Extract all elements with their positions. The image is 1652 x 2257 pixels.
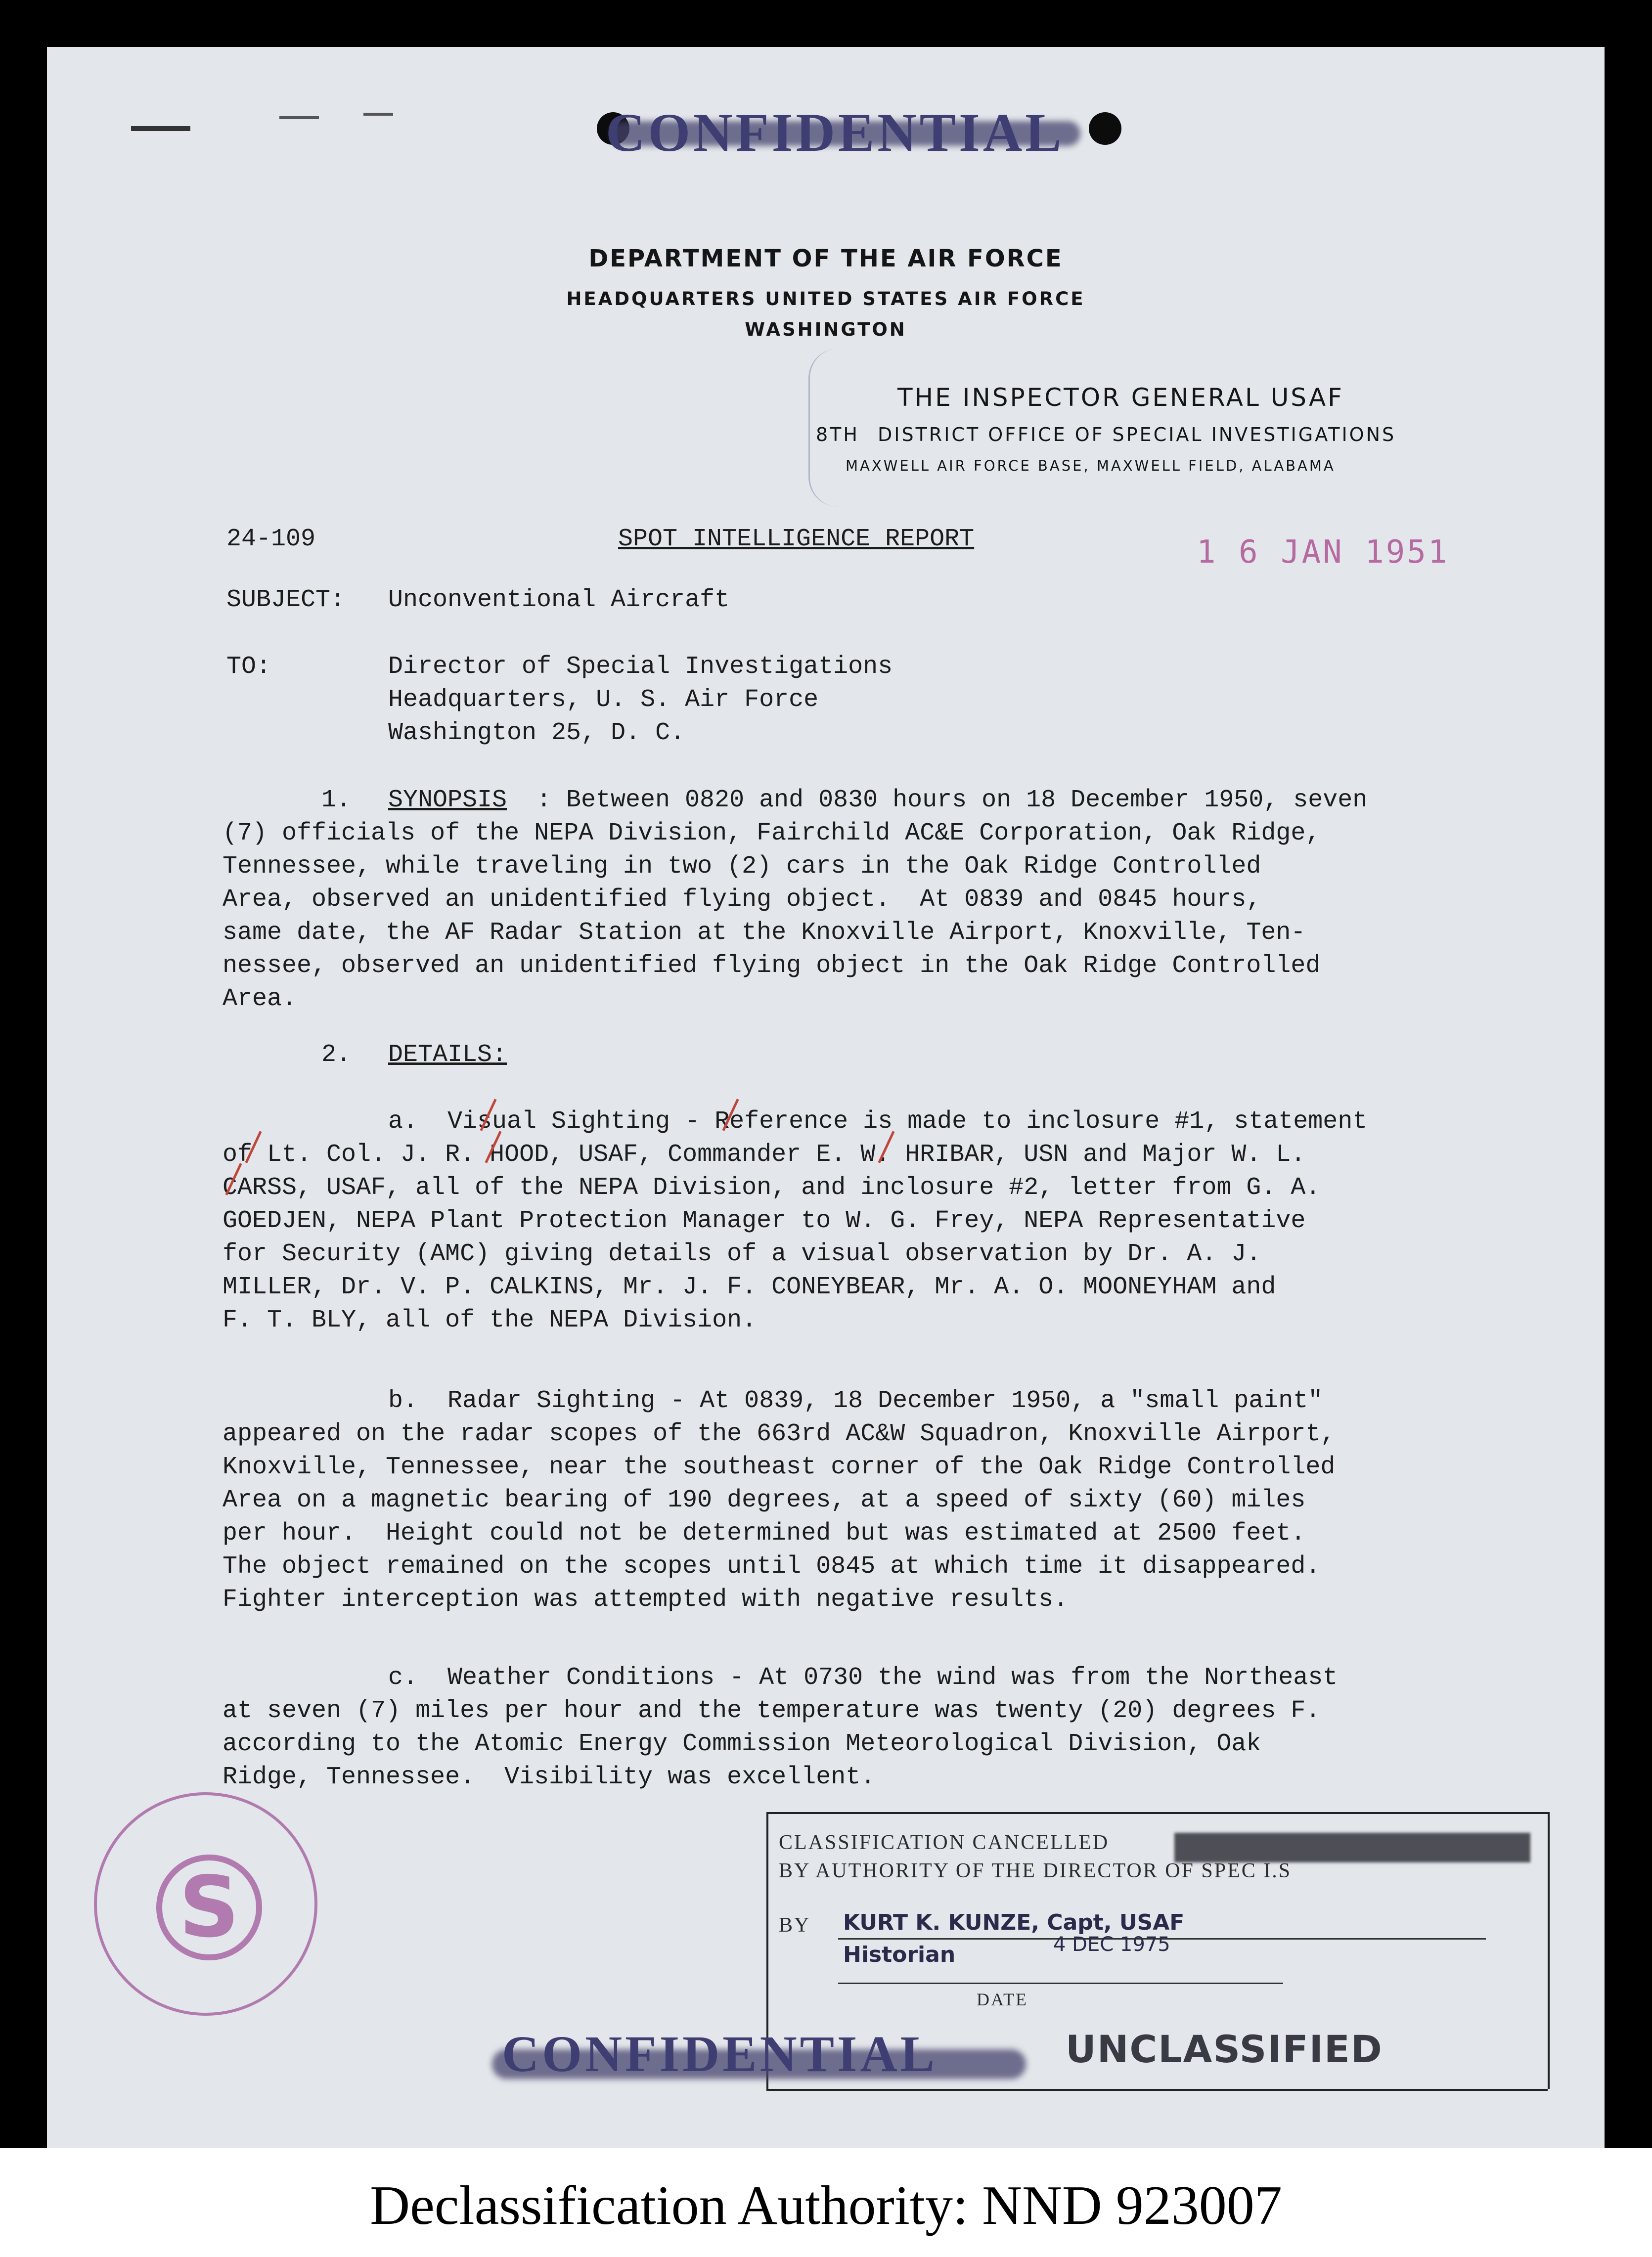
declass-signer: KURT K. KUNZE, Capt, USAF [843, 1910, 1185, 1935]
para2b-line: Fighter interception was attempted with negative results. [223, 1586, 1069, 1614]
para2b-first-line: b. Radar Sighting - At 0839, 18 December 1950, a "small paint" [388, 1387, 1323, 1415]
to-line: Washington 25, D. C. [388, 719, 685, 747]
declass-box-bottom-border [766, 2089, 1548, 2091]
para2-number: 2. [321, 1041, 352, 1069]
para1-line: Area, observed an unidentified flying object. At 0839 and 0845 hours, [223, 885, 1261, 914]
declassification-authority: Declassification Authority: NND 923007 [370, 2175, 1282, 2236]
para2-heading: DETAILS: [388, 1041, 507, 1069]
para1-line: Area. [223, 985, 297, 1013]
para1-number: 1. [321, 786, 352, 814]
para2a-line: F. T. BLY, all of the NEPA Division. [223, 1306, 757, 1334]
stray-mark [363, 113, 393, 116]
para1-line: (7) officials of the NEPA Division, Fairchild AC&E Corporation, Oak Ridge, [223, 819, 1321, 847]
para1-first-line: : Between 0820 and 0830 hours on 18 December 1950, seven [536, 786, 1368, 814]
header-line2: HEADQUARTERS UNITED STATES AIR FORCE [566, 288, 1085, 310]
date-line [838, 1983, 1283, 1984]
declass-date: 4 DEC 1975 [1053, 1933, 1170, 1956]
subject-text: Unconventional Aircraft [388, 586, 730, 614]
file-number: 24-109 [226, 525, 316, 553]
header-line3: WASHINGTON [745, 319, 907, 340]
document-page [47, 47, 1605, 2151]
stray-mark [131, 126, 190, 131]
declass-box-right-border [1548, 1812, 1550, 2089]
declass-box-top-border [766, 1812, 1548, 1814]
office-line3: MAXWELL AIR FORCE BASE, MAXWELL FIELD, ALABAMA [846, 457, 1336, 474]
classification-bottom: CONFIDENTIAL [502, 2026, 938, 2082]
classification-top: CONFIDENTIAL [606, 102, 1065, 163]
para2a-line: of Lt. Col. J. R. HOOD, USAF, Commander E. W. HRIBAR, USN and Major W. L. [223, 1141, 1306, 1169]
para2a-line: GOEDJEN, NEPA Plant Protection Manager to W. G. Frey, NEPA Representative [223, 1207, 1306, 1235]
para2b-line: Knoxville, Tennessee, near the southeast corner of the Oak Ridge Controlled [223, 1453, 1336, 1481]
to-line: Headquarters, U. S. Air Force [388, 686, 819, 714]
stamp-smudge [1174, 1833, 1530, 1862]
para1-line: nessee, observed an unidentified flying object in the Oak Ridge Controlled [223, 952, 1321, 980]
s-stamp-letter: S [179, 1859, 240, 1956]
para2b-line: The object remained on the scopes until 0845 at which time it disappeared. [223, 1552, 1321, 1581]
para2a-line: MILLER, Dr. V. P. CALKINS, Mr. J. F. CONEYBEAR, Mr. A. O. MOONEYHAM and [223, 1273, 1276, 1301]
to-label: TO: [226, 653, 271, 681]
punch-hole-right [1089, 112, 1121, 145]
report-title: SPOT INTELLIGENCE REPORT [618, 525, 975, 553]
office-line1: THE INSPECTOR GENERAL USAF [897, 383, 1344, 412]
para2a-line: for Security (AMC) giving details of a visual observation by Dr. A. J. [223, 1240, 1261, 1268]
para2c-line: according to the Atomic Energy Commission Meteorological Division, Oak [223, 1730, 1261, 1758]
para1-heading: SYNOPSIS [388, 786, 507, 814]
declass-by-label: BY [779, 1914, 811, 1937]
para1-line: Tennessee, while traveling in two (2) cars in the Oak Ridge Controlled [223, 852, 1261, 881]
para2b-line: appeared on the radar scopes of the 663rd AC&W Squadron, Knoxville Airport, [223, 1420, 1336, 1448]
stray-mark [279, 116, 319, 119]
footer-bar [0, 2148, 1652, 2257]
to-line: Director of Special Investigations [388, 653, 893, 681]
declass-line1: CLASSIFICATION CANCELLED [779, 1831, 1110, 1854]
para2c-line: Ridge, Tennessee. Visibility was excellent. [223, 1763, 876, 1791]
para1-line: same date, the AF Radar Station at the Knoxville Airport, Knoxville, Ten- [223, 919, 1306, 947]
unclassified-stamp: UNCLASSIFIED [1066, 2027, 1383, 2071]
para2a-first-line: a. Visual Sighting - Reference is made to inclosure #1, statement [388, 1107, 1368, 1136]
header-line1: DEPARTMENT OF THE AIR FORCE [588, 245, 1063, 272]
para2b-line: Area on a magnetic bearing of 190 degrees, at a speed of sixty (60) miles [223, 1486, 1306, 1514]
received-date-stamp: 1 6 JAN 1951 [1197, 534, 1449, 571]
para2c-first-line: c. Weather Conditions - At 0730 the wind was from the Northeast [388, 1664, 1338, 1692]
para2b-line: per hour. Height could not be determined but was estimated at 2500 feet. [223, 1519, 1306, 1548]
s-circle-stamp [94, 1792, 317, 2016]
declass-line2: BY AUTHORITY OF THE DIRECTOR OF SPEC I.S [779, 1859, 1292, 1882]
subject-label: SUBJECT: [226, 586, 346, 614]
declass-date-label: DATE [977, 1990, 1028, 2009]
para2c-line: at seven (7) miles per hour and the temperature was twenty (20) degrees F. [223, 1697, 1321, 1725]
office-line2-prefix: 8TH [816, 424, 859, 445]
para2a-line: CARSS, USAF, all of the NEPA Division, and inclosure #2, letter from G. A. [223, 1174, 1321, 1202]
declass-title: Historian [843, 1942, 956, 1967]
office-line2: DISTRICT OFFICE OF SPECIAL INVESTIGATIONS [878, 424, 1396, 445]
